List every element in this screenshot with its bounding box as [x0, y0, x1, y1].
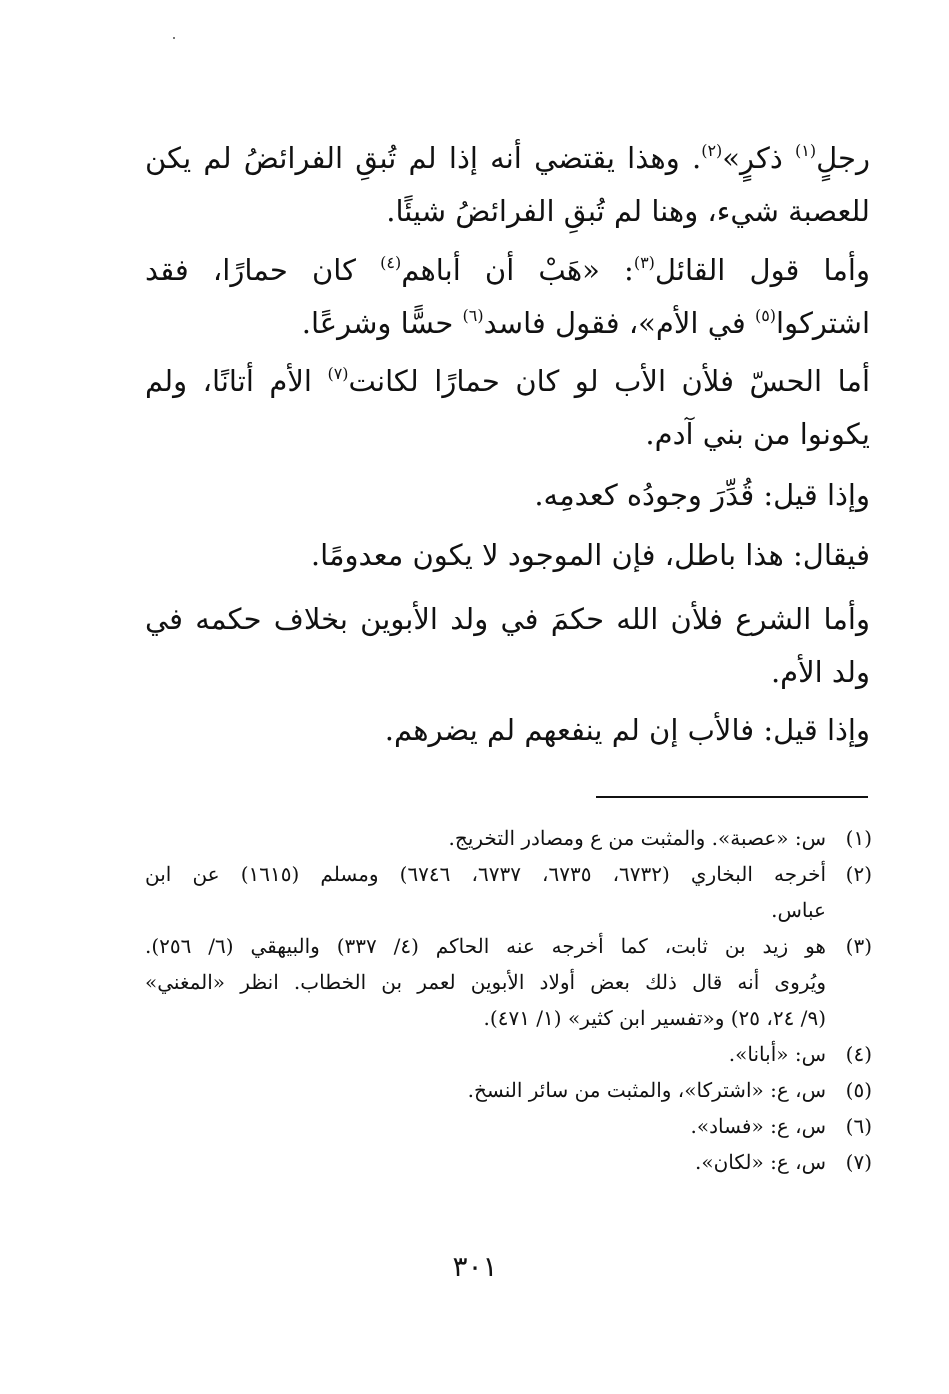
footnote-number: (٣): [845, 934, 872, 958]
footnote-separator: [596, 796, 868, 798]
footnote-number: (٦): [845, 1114, 872, 1138]
footnote-ref[interactable]: (٧): [327, 364, 349, 383]
paragraph-7: [145, 704, 870, 757]
text-run: وإذا قيل: فالأب إن لم ينفعهم لم يضرهم.: [384, 713, 870, 747]
text-line: [145, 593, 870, 646]
footnote-text: ويُروى أنه قال ذلك بعض أولاد الأبوين لعمر بن الخطاب. انظر «المغني»: [145, 970, 826, 994]
paragraph-4: [145, 469, 870, 522]
footnote-ref[interactable]: (٣): [633, 253, 655, 272]
footnote-7: [145, 1144, 872, 1180]
footnote-text: س: «أبانا».: [728, 1042, 826, 1066]
text-run: وأما قول القائل: [654, 253, 870, 287]
footnote-text: أخرجه البخاري (٦٧٣٢، ٦٧٣٥، ٦٧٣٧، ٦٧٤٦) ومسلم (١٦١٥) عن ابن: [145, 862, 827, 886]
paragraph-3: [145, 355, 870, 461]
text-run: : «هَبْ أن أباهم: [401, 253, 634, 287]
footnote-1: [145, 820, 872, 856]
page-number: ٣٠١: [452, 1250, 498, 1283]
paragraph-5: [145, 529, 870, 582]
footnote-number: (٤): [845, 1042, 872, 1066]
paragraph-6: [145, 593, 870, 699]
footnote-3: [145, 928, 872, 1036]
text-line: [145, 297, 870, 350]
text-line: [145, 408, 870, 461]
footnote-ref[interactable]: (٥): [754, 306, 777, 325]
footnote-number: (٧): [845, 1150, 872, 1174]
text-run: حسًّا وشرعًا.: [301, 306, 463, 340]
footnote-number: (٥): [845, 1078, 872, 1102]
footnote-text: س، ع: «فساد».: [690, 1114, 826, 1138]
text-run: الأم أتانًا، ولم: [145, 364, 328, 398]
paragraph-2: [145, 244, 870, 350]
text-line: [145, 355, 870, 408]
footnote-text: عباس.: [771, 898, 826, 922]
footnote-5: [145, 1072, 872, 1108]
footnote-6: [145, 1108, 872, 1144]
text-run: فيقال: هذا باطل، فإن الموجود لا يكون معدومًا.: [310, 538, 870, 572]
footnote-number: (٢): [845, 862, 872, 886]
footnote-text: هو زيد بن ثابت، كما أخرجه عنه الحاكم (٤/ ٣٣٧) والبيهقي (٦/ ٢٥٦).: [145, 934, 826, 958]
footnote-ref[interactable]: (٢): [701, 141, 723, 160]
text-run: وإذا قيل: قُدِّرَ وجودُه كعدمِه.: [534, 478, 870, 512]
paragraph-1: [145, 132, 870, 238]
footnote-ref[interactable]: (٦): [462, 306, 484, 325]
footnote-text: س، ع: «لكان».: [694, 1150, 826, 1174]
footnote-ref[interactable]: (٤): [380, 253, 402, 272]
scan-speck: [173, 37, 175, 39]
footnote-4: [145, 1036, 872, 1072]
text-run: اشتركوا: [776, 306, 870, 340]
text-run: ولد الأم.: [770, 655, 870, 689]
text-line: [145, 704, 870, 757]
text-run: للعصبة شيء، وهنا لم تُبقِ الفرائضُ شيئًا.: [386, 194, 870, 228]
footnote-number: (١): [845, 826, 872, 850]
text-run: أما الحسّ فلأن الأب لو كان حمارًا لكانت: [348, 364, 871, 398]
text-run: كان حمارًا، فقد: [145, 253, 381, 287]
text-run: وأما الشرع فلأن الله حكمَ في ولد الأبوين بخلاف حكمه في: [145, 602, 870, 636]
text-line: [145, 132, 870, 185]
text-run: ذكرٍ»: [722, 141, 795, 175]
text-line: [145, 529, 870, 582]
text-run: . وهذا يقتضي أنه إذا لم تُبقِ الفرائضُ لم يكن: [145, 141, 702, 175]
text-run: في الأم»، فقول فاسد: [483, 306, 755, 340]
footnotes: [145, 820, 872, 1180]
text-run: يكونوا من بني آدم.: [645, 417, 870, 451]
text-line: [145, 469, 870, 522]
text-line: [145, 244, 870, 297]
footnote-ref[interactable]: (١): [795, 141, 817, 160]
text-line: [145, 646, 870, 699]
text-run: رجلٍ: [816, 141, 870, 175]
text-line: [145, 185, 870, 238]
footnote-text: (٩/ ٢٤، ٢٥) و«تفسير ابن كثير» (١/ ٤٧١).: [483, 1006, 826, 1030]
footnote-2: [145, 856, 872, 928]
footnote-text: س، ع: «اشتركا»، والمثبت من سائر النسخ.: [467, 1078, 826, 1102]
footnote-text: س: «عصبة». والمثبت من ع ومصادر التخريج.: [448, 826, 826, 850]
